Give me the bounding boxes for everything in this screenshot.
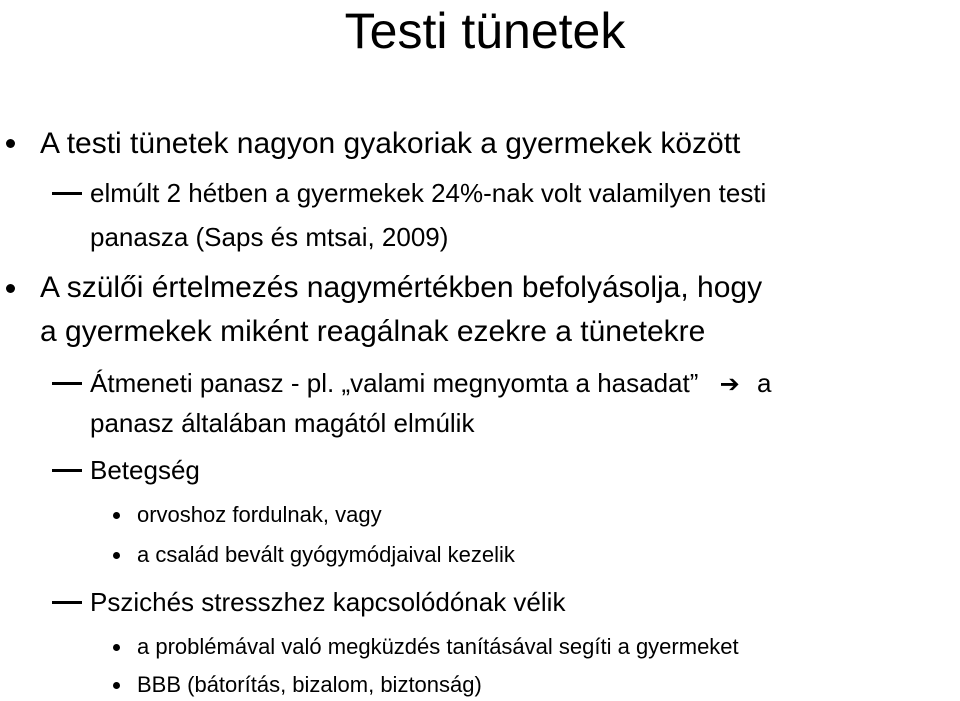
dash-icon	[52, 382, 82, 385]
sub-sub-bullet-text: orvoshoz fordulnak, vagy	[137, 502, 382, 527]
sub-sub-bullet-text: a problémával való megküzdés tanításával segíti a gyermeket	[137, 634, 739, 659]
bullet-text: A testi tünetek nagyon gyakoriak a gyermekek között	[40, 127, 741, 160]
bullet-text-continued: a gyermekek miként reagálnak ezekre a tünetekre	[40, 315, 706, 348]
dash-icon	[52, 192, 82, 195]
slide-title: Testi tünetek	[344, 3, 626, 59]
bullet-dot-icon	[113, 552, 120, 559]
sub-bullet-text-main: Átmeneti panasz - pl. „valami megnyomta a hasadat”	[90, 368, 699, 398]
sub-bullet-text-continued: panasz általában magától elmúlik	[90, 408, 475, 438]
dash-icon	[52, 601, 82, 604]
sub-bullet-text: Betegség	[90, 455, 200, 485]
sub-bullet-text-tail: a	[756, 368, 772, 398]
sub-bullet-text: elmúlt 2 hétben a gyermekek 24%-nak volt valamilyen testi	[90, 178, 767, 208]
bullet-dot-icon	[113, 682, 120, 689]
arrow-right-icon: ➔	[719, 370, 740, 398]
bullet-dot-icon	[6, 284, 15, 293]
sub-bullet-text-continued: panasza (Saps és mtsai, 2009)	[90, 222, 449, 252]
bullet-dot-icon	[113, 512, 120, 519]
bullet-dot-icon	[113, 644, 120, 651]
sub-bullet-text	[90, 365, 771, 402]
bullet-dot-icon	[6, 139, 15, 148]
sub-sub-bullet-text: a család bevált gyógymódjaival kezelik	[137, 542, 515, 567]
sub-sub-bullet-text: BBB (bátorítás, bizalom, biztonság)	[137, 672, 482, 697]
bullet-text: A szülői értelmezés nagymértékben befolyásolja, hogy	[40, 271, 763, 304]
dash-icon	[52, 469, 82, 472]
sub-bullet-text: Pszichés stresszhez kapcsolódónak vélik	[90, 587, 566, 617]
